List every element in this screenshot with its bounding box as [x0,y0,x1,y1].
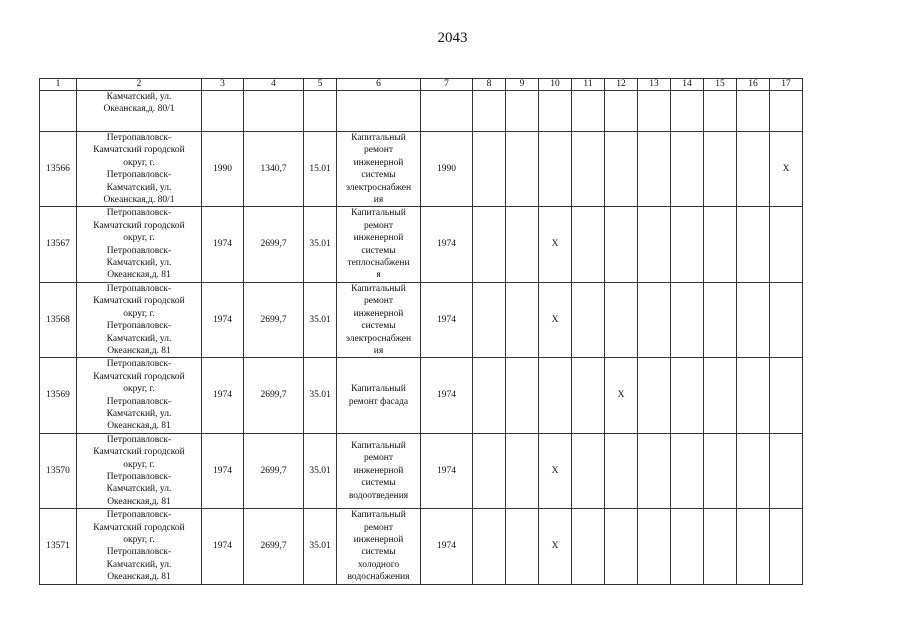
address-cell-line: Петропавловск- [106,170,172,181]
cell-col-17 [770,509,803,584]
code-cell: 35.01 [304,207,337,282]
address-cell-line: Петропавловск- [106,510,172,521]
address-cell-line: округ, г. [123,308,155,319]
address-cell-line: Петропавловск- [106,434,172,445]
cell-col-8 [473,358,506,433]
work-type-cell-line: ремонт [364,522,393,533]
address-cell-line: Океанская,д. 81 [107,270,171,281]
cell-col-11 [572,509,605,584]
address-cell-line: Петропавловск- [106,133,172,143]
code-cell: 35.01 [304,433,337,508]
continuation-row [40,91,803,132]
cell-col-13 [638,358,671,433]
address-cell-line: Камчатский городской [93,447,185,458]
cell-col-12 [605,509,638,584]
table-row [40,207,803,282]
cell-col-9 [506,132,539,207]
address-cell [77,282,202,357]
address-cell-line: Камчатский, ул. [106,258,172,269]
work-type-cell-line: Капитальный [351,440,406,451]
address-cell-line: Петропавловск- [106,547,172,558]
cell-col-10 [539,358,572,433]
work-type-cell-line: инженерной [353,535,404,545]
header-row [40,79,803,91]
year-cell: 1974 [421,358,473,433]
address-cell-line: Камчатский городской [93,371,185,382]
work-type-cell-line: инженерной [353,233,404,244]
cell-col-13 [638,91,671,132]
cell-col-8 [473,91,506,132]
cell-col-7 [421,91,473,132]
address-cell-line: Океанская,д. 81 [107,496,171,507]
cell-col-8 [473,282,506,357]
address-cell-line: Океанская,д. 81 [107,572,171,583]
cell-col-14 [671,207,704,282]
work-type-cell-line: Капитальный [351,283,406,294]
cell-col-11 [572,358,605,433]
work-type-cell-line: инженерной [353,157,404,168]
cell-col-8 [473,509,506,584]
work-type-cell-line: системы [361,547,396,558]
work-type-cell-line: водоотведения [348,490,409,501]
cell-col-17 [770,358,803,433]
area-cell: 2699,7 [244,282,304,357]
address-cell-line: Камчатский, ул. [106,92,172,102]
address-cell-line: Океанская,д. 81 [107,345,171,356]
column-header-9: 9 [506,79,539,91]
address-cell-line: Петропавловск- [106,321,172,332]
work-type-cell [337,358,421,433]
cell-col-8 [473,433,506,508]
code-cell: 15.01 [304,132,337,207]
work-type-cell-line: инженерной [353,465,404,476]
work-type-cell-line: ия [373,195,384,206]
address-cell-line: Камчатский, ул. [106,559,172,570]
cell-col-13 [638,433,671,508]
address-cell-line: округ, г. [123,459,155,470]
cell-col-14 [671,433,704,508]
cell-col-14 [671,132,704,207]
address-cell-line: округ, г. [123,384,155,395]
work-type-cell-line: системы [361,245,396,256]
cell-col-16 [737,207,770,282]
row-id: 13568 [40,282,77,357]
table-row [40,132,803,207]
year-built-cell: 1974 [202,509,244,584]
row-id: 13569 [40,358,77,433]
address-cell-line: Камчатский городской [93,220,185,231]
cell-col-15 [704,207,737,282]
cell-col-10 [539,132,572,207]
address-cell-line: Камчатский городской [93,296,185,307]
cell-col-9 [506,91,539,132]
year-cell: 1974 [421,433,473,508]
cell-col-6 [337,91,421,132]
column-header-1: 1 [40,79,77,91]
cell-col-15 [704,132,737,207]
cell-col-9 [506,207,539,282]
table-row [40,282,803,357]
cell-col-12 [605,91,638,132]
column-header-3: 3 [202,79,244,91]
row-id: 13566 [40,132,77,207]
cell-col-14 [671,509,704,584]
cell-col-14 [671,91,704,132]
column-header-17: 17 [770,79,803,91]
cell-col-16 [737,509,770,584]
address-cell [77,358,202,433]
cell-col-16 [737,358,770,433]
cell-col-16 [737,433,770,508]
area-cell: 1340,7 [244,132,304,207]
work-type-cell-line: электроснабжен [345,182,412,193]
cell-col-15 [704,433,737,508]
address-cell-line: Петропавловск- [106,283,172,294]
column-header-12: 12 [605,79,638,91]
cell-col-13 [638,509,671,584]
cell-col-14 [671,282,704,357]
address-cell-line: Океанская,д. 80/1 [103,195,175,206]
cell-col-16 [737,132,770,207]
column-header-6: 6 [337,79,421,91]
work-type-cell [337,132,421,207]
work-type-cell-line: ремонт [364,145,393,156]
cell-col-13 [638,132,671,207]
cell-col-11 [572,433,605,508]
area-cell: 2699,7 [244,207,304,282]
work-type-cell-line: холодного [357,559,400,570]
address-cell-line: Океанская,д. 81 [107,421,171,432]
work-type-cell-line: Капитальный [351,384,406,395]
area-cell: 2699,7 [244,358,304,433]
cell-col-9 [506,433,539,508]
address-cell-line: Петропавловск- [106,359,172,370]
address-cell-line: Петропавловск- [106,396,172,407]
cell-col-17 [770,207,803,282]
work-type-cell [337,282,421,357]
year-built-cell: 1974 [202,358,244,433]
year-built-cell: 1974 [202,282,244,357]
cell-col-11 [572,207,605,282]
cell-col-5 [304,91,337,132]
cell-col-10 [539,91,572,132]
column-header-14: 14 [671,79,704,91]
area-cell: 2699,7 [244,509,304,584]
year-cell: 1990 [421,132,473,207]
cell-col-13 [638,207,671,282]
column-header-13: 13 [638,79,671,91]
work-type-cell-line: Капитальный [351,510,406,521]
column-header-7: 7 [421,79,473,91]
column-header-5: 5 [304,79,337,91]
cell-col-9 [506,282,539,357]
address-cell [77,207,202,282]
column-header-11: 11 [572,79,605,91]
mark-cell-col-10: X [539,509,572,584]
cell-col-3 [202,91,244,132]
address-cell-line: Камчатский городской [93,145,185,156]
work-type-cell [337,509,421,584]
cell-col-14 [671,358,704,433]
work-type-cell-line: Капитальный [351,208,406,219]
cell-col-12 [605,282,638,357]
cell-col-12 [605,433,638,508]
column-header-8: 8 [473,79,506,91]
work-type-cell-line: водоснабжения [347,572,410,583]
address-cell-line: Петропавловск- [106,245,172,256]
mark-cell-col-10: X [539,433,572,508]
year-built-cell: 1990 [202,132,244,207]
address-cell [77,132,202,207]
column-header-4: 4 [244,79,304,91]
cell-col-17 [770,433,803,508]
work-type-cell-line: инженерной [353,308,404,319]
table-row [40,433,803,508]
mark-cell-col-12: X [605,358,638,433]
cell-col-13 [638,282,671,357]
work-type-cell-line: ремонт фасада [348,396,409,407]
code-cell: 35.01 [304,509,337,584]
work-type-cell-line: теплоснабжени [347,258,410,269]
cell-col-17 [770,91,803,132]
address-cell [77,509,202,584]
year-built-cell: 1974 [202,207,244,282]
work-type-cell-line: Капитальный [351,133,406,143]
cell-col-11 [572,132,605,207]
capital-repair-table [39,78,803,585]
cell-col-4 [244,91,304,132]
cell-col-17 [770,282,803,357]
year-cell: 1974 [421,509,473,584]
year-built-cell: 1974 [202,433,244,508]
mark-cell-col-10: X [539,282,572,357]
work-type-cell-line: системы [361,321,396,332]
address-cell-line: Петропавловск- [106,208,172,219]
cell-col-8 [473,132,506,207]
address-cell-line: Камчатский городской [93,522,185,533]
address-cell-line: округ, г. [123,535,155,545]
cell-col-12 [605,207,638,282]
column-header-15: 15 [704,79,737,91]
work-type-cell-line: ия [373,345,384,356]
code-cell: 35.01 [304,358,337,433]
table-body [40,79,803,585]
mark-cell-col-17: X [770,132,803,207]
page-number: 2043 [437,30,468,46]
year-cell: 1974 [421,282,473,357]
work-type-cell [337,207,421,282]
mark-cell-col-10: X [539,207,572,282]
code-cell: 35.01 [304,282,337,357]
work-type-cell-line: ремонт [364,296,393,307]
address-cell [77,433,202,508]
address-cell-line: Камчатский, ул. [106,333,172,344]
work-type-cell [337,433,421,508]
column-header-10: 10 [539,79,572,91]
work-type-cell-line: системы [361,478,396,489]
cell-col-9 [506,509,539,584]
cell-col-16 [737,282,770,357]
address-cell-line: Океанская,д. 80/1 [103,104,175,115]
year-cell: 1974 [421,207,473,282]
cell-col-11 [572,282,605,357]
cell-col-11 [572,91,605,132]
address-cell-line: Камчатский, ул. [106,484,172,495]
cell-col-15 [704,509,737,584]
cell-col-9 [506,358,539,433]
area-cell: 2699,7 [244,433,304,508]
cell-col-15 [704,358,737,433]
table-row [40,509,803,584]
row-id: 13571 [40,509,77,584]
cell-col-15 [704,282,737,357]
address-cell-line: округ, г. [123,233,155,244]
cell-col-8 [473,207,506,282]
row-id: 13570 [40,433,77,508]
cell-col-15 [704,91,737,132]
column-header-2: 2 [77,79,202,91]
address-cell [77,91,202,132]
work-type-cell-line: системы [361,170,396,181]
cell-col-12 [605,132,638,207]
cell-col-16 [737,91,770,132]
work-type-cell-line: ремонт [364,220,393,231]
table-row [40,358,803,433]
work-type-cell-line: электроснабжен [345,333,412,344]
cell-col-1 [40,91,77,132]
work-type-cell-line: ремонт [364,453,393,464]
row-id: 13567 [40,207,77,282]
address-cell-line: округ, г. [123,157,155,168]
address-cell-line: Камчатский, ул. [106,408,172,419]
column-header-16: 16 [737,79,770,91]
address-cell-line: Камчатский, ул. [106,182,172,193]
work-type-cell-line: я [376,270,381,281]
address-cell-line: Петропавловск- [106,471,172,482]
